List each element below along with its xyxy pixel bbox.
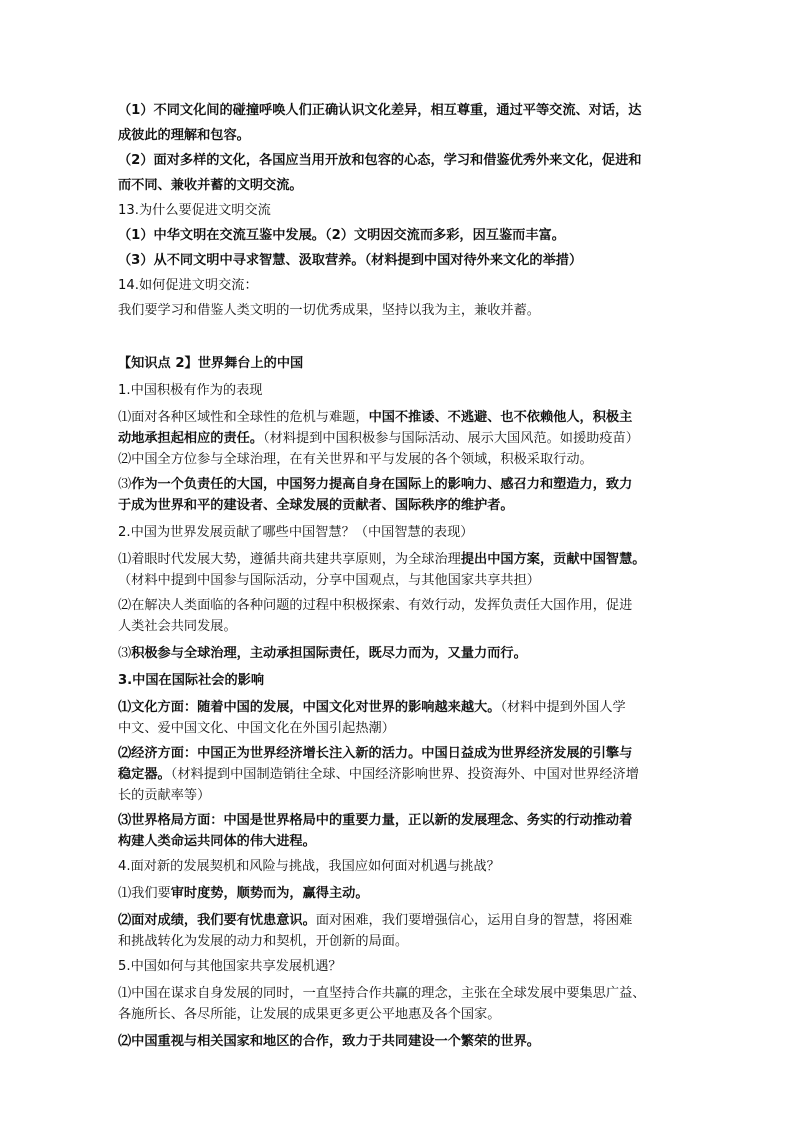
answer-1-item-3: [118, 474, 684, 516]
document-body: [118, 98, 684, 1054]
answer-13-line-2: （3）从不同文明中寻求智慧、汲取营养。（材料提到中国对待外来文化的举措）: [118, 253, 583, 268]
question-5: 5.中国如何与其他国家共享发展机遇？: [118, 959, 342, 974]
answer-2-item-3: [118, 641, 684, 666]
text-bold: 作为一个负责任的大国，中国努力提高自身在国际上的影响力、感召力和塑造力，致力: [131, 477, 633, 492]
line: （2）面对多样的文化，各国应当用开放和包容的心态，学习和借鉴优秀外来文化，促进和: [118, 153, 642, 168]
answer-2-item-1: [118, 549, 684, 591]
text: （材料提到中国制造销往全球、中国经济影响世界、投资海外、中国对世界经济增: [170, 767, 639, 782]
text-bold: ⑵经济方面：中国正为世界经济增长注入新的活力。中国日益成为世界经济发展的引擎与: [118, 746, 633, 761]
text-bold: 稳定器。: [118, 767, 171, 782]
question-4: 4.面对新的发展契机和风险与挑战，我国应如何面对机遇与挑战？: [118, 859, 500, 874]
text: 和挑战转化为发展的动力和契机，开创新的局面。: [118, 934, 409, 949]
question-1: 1.中国积极有作为的表现: [118, 383, 263, 398]
text: （材料提到中国积极参与国际活动、展示大国风范。如援助疫苗）: [263, 431, 639, 446]
answer-13-line-1: （1）中华文明在交流互鉴中发展。（2）文明因交流而多彩，因互鉴而丰富。: [118, 228, 565, 243]
answer-3-culture: [118, 697, 684, 739]
line: ⑵在解决人类面临的各种问题的过程中积极探索、有效行动，发挥负责任大国作用，促进: [118, 598, 633, 613]
text: ⑶: [118, 646, 132, 661]
text: ⑴面对各种区域性和全球性的危机与难题，: [118, 410, 369, 425]
answer-5-item-2: ⑵中国重视与相关国家和地区的合作，致力于共同建设一个繁荣的世界。: [118, 1034, 540, 1049]
line: 构建人类命运共同体的伟大进程。: [118, 834, 316, 849]
paragraph-cultural-openness: [118, 148, 684, 198]
answer-1-item-2: ⑵中国全方位参与全球治理，在有关世界和平与发展的各个领域，积极采取行动。: [118, 452, 593, 467]
text: 长的贡献率等）: [118, 788, 211, 803]
text-bold: 动地承担起相应的责任。: [118, 431, 264, 446]
line: 成彼此的理解和包容。: [118, 128, 250, 143]
line: 而不同、兼收并蓄的文明交流。: [118, 178, 303, 193]
line: ⑶世界格局方面：中国是世界格局中的重要力量，正以新的发展理念、务实的行动推动着: [118, 813, 633, 828]
text-bold: 于成为世界和平的建设者、全球发展的贡献者、国际秩序的维护者。: [118, 498, 514, 513]
question-14: 14.如何促进文明交流：: [118, 278, 258, 293]
answer-5-item-1: [118, 983, 684, 1025]
answer-14: 我们要学习和借鉴人类文明的一切优秀成果，坚持以我为主，兼收并蓄。: [118, 303, 540, 318]
answer-3-economy: [118, 743, 684, 806]
text: （材料中提到中国参与国际活动，分享中国观点，与其他国家共享共担）: [118, 573, 540, 588]
answer-1-item-1: [118, 407, 684, 449]
text-bold: 积极参与全球治理，主动承担国际责任，既尽力而为，又量力而行。: [131, 646, 527, 661]
answer-4-item-1: [118, 881, 684, 906]
text-bold: ⑵面对成绩，我们要有忧患意识。: [118, 913, 316, 928]
line: 人类社会共同发展。: [118, 619, 237, 634]
answer-2-item-2: [118, 595, 684, 637]
question-13: 13.为什么要促进文明交流: [118, 203, 271, 218]
text-bold: 中国不推诿、不逃避、也不依赖他人，积极主: [368, 410, 633, 425]
section-heading-knowledge-point-2: 【知识点 2】世界舞台上的中国: [118, 356, 304, 371]
question-2: 2.中国为世界发展贡献了哪些中国智慧？（中国智慧的表现）: [118, 525, 474, 540]
paragraph-culture-difference: [118, 98, 684, 148]
answer-3-world-pattern: [118, 810, 684, 852]
text: 面对困难，我们要增强信心，运用自身的智慧，将困难: [315, 913, 633, 928]
text-bold: 提出中国方案，贡献中国智慧。: [460, 552, 646, 567]
line: ⑴中国在谋求自身发展的同时，一直坚持合作共赢的理念，主张在全球发展中要集思广益、: [118, 986, 646, 1001]
answer-4-item-2: [118, 910, 684, 952]
text: ⑴我们要: [118, 886, 171, 901]
question-3: 3.中国在国际社会的影响: [118, 673, 265, 688]
text: ⑴着眼时代发展大势，遵循共商共建共享原则，为全球治理: [118, 552, 461, 567]
line: 各施所长、各尽所能，让发展的成果更多更公平地惠及各个国家。: [118, 1007, 501, 1022]
text: ⑶: [118, 477, 132, 492]
text: （材料中提到外国人学: [500, 700, 626, 715]
text-bold: 审时度势，顺势而为，赢得主动。: [170, 886, 369, 901]
text-bold: ⑴文化方面：随着中国的发展，中国文化对世界的影响越来越大。: [118, 700, 501, 715]
line: （1）不同文化间的碰撞呼唤人们正确认识文化差异，相互尊重，通过平等交流、对话，达: [118, 103, 642, 118]
text: 中文、爱中国文化、中国文化在外国引起热潮）: [118, 721, 395, 736]
